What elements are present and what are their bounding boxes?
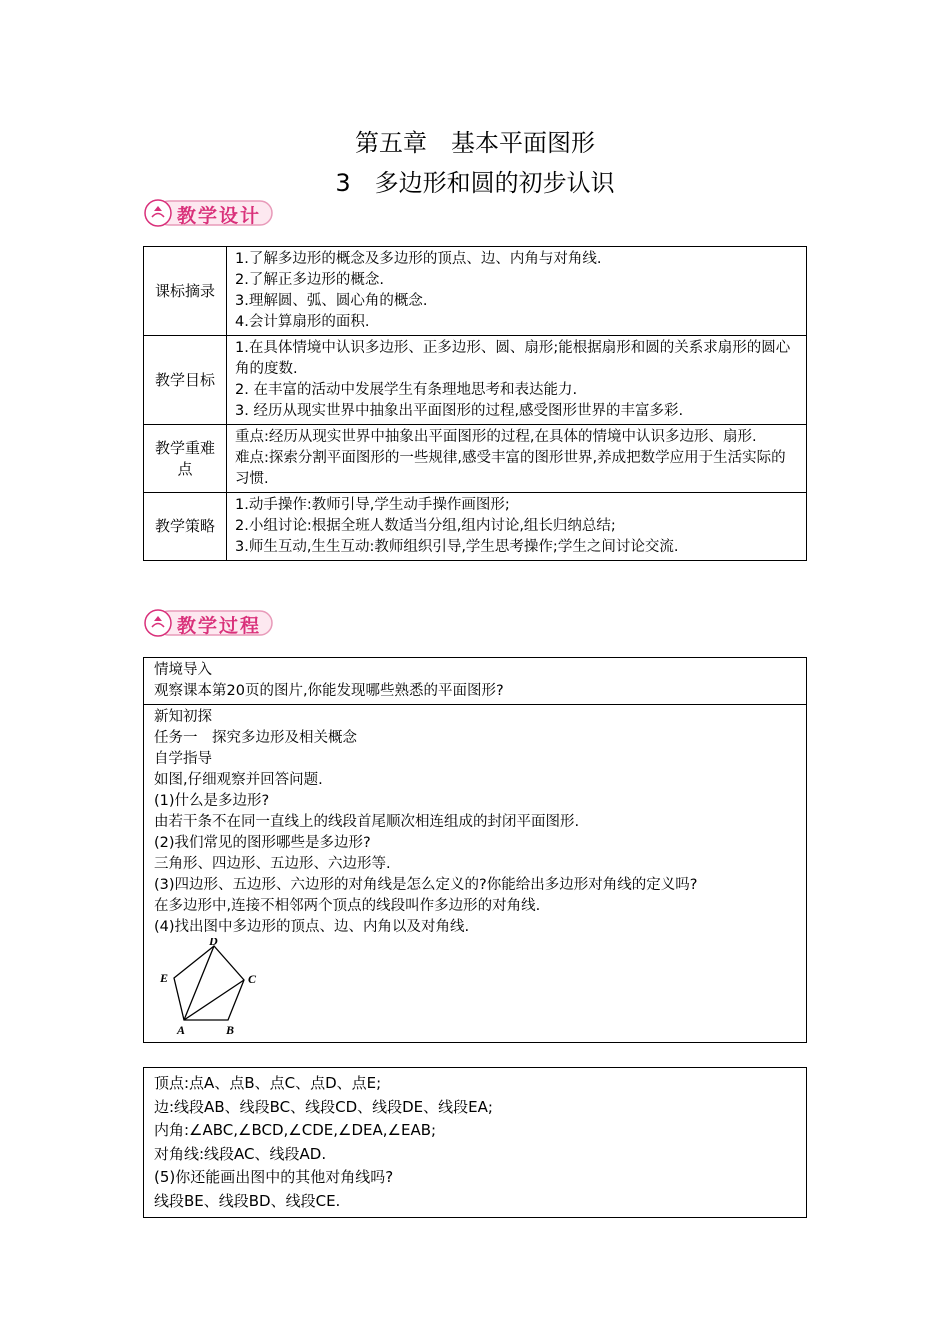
content-line: 1.动手操作:教师引导,学生动手操作画图形; [235, 497, 510, 513]
explore-line: 自学指导 [154, 751, 212, 767]
vertex-label-e: E [160, 971, 169, 985]
table-row [144, 493, 807, 561]
diagonal-ad [184, 946, 214, 1020]
explore-line: (2)我们常见的图形哪些是多边形? [154, 835, 371, 851]
row-label: 教学重难点 [144, 425, 227, 493]
content-line: 难点:探索分割平面图形的一些规律,感受丰富的图形世界,养成把数学应用于生活实际的习惯. [235, 450, 786, 487]
explore-line: 在多边形中,连接不相邻两个顶点的线段叫作多边形的对角线. [154, 898, 541, 914]
diagonal-ac [184, 980, 244, 1020]
process-box [143, 657, 807, 1043]
badge-process-label: 教学过程 [177, 615, 262, 637]
chapter-title: 第五章 基本平面图形 [355, 129, 595, 157]
answer-line: 边:线段AB、线段BC、线段CD、线段DE、线段EA; [154, 1097, 493, 1116]
answers-box [143, 1067, 807, 1218]
explore-line: (1)什么是多边形? [154, 793, 270, 809]
pentagon-figure [152, 938, 262, 1036]
explore-line: 如图,仔细观察并回答问题. [154, 772, 323, 788]
answer-line: (5)你还能画出图中的其他对角线吗? [154, 1168, 394, 1186]
explore-line: 新知初探 [154, 709, 212, 725]
content-line: 3. 经历从现实世界中抽象出平面图形的过程,感受图形世界的丰富多彩. [235, 403, 684, 419]
content-line: 3.师生互动,生生互动:教师组织引导,学生思考操作;学生之间讨论交流. [235, 539, 679, 555]
badge-teaching-process [143, 608, 275, 638]
content-line: 2.了解正多边形的概念. [235, 272, 384, 288]
intro-section [144, 658, 806, 704]
explore-line: 三角形、四边形、五边形、六边形等. [154, 856, 391, 872]
vertex-label-a: A [177, 1023, 186, 1036]
answer-line: 顶点:点A、点B、点C、点D、点E; [154, 1074, 382, 1092]
design-table [143, 246, 807, 561]
answer-line: 线段BE、线段BD、线段CE. [154, 1191, 341, 1210]
explore-section [144, 704, 806, 1038]
intro-text: 观察课本第20页的图片,你能发现哪些熟悉的平面图形? [154, 683, 504, 699]
row-label: 教学策略 [144, 493, 227, 561]
row-content [227, 247, 807, 336]
table-row [144, 247, 807, 336]
row-label: 教学目标 [144, 336, 227, 425]
content-line: 重点:经历从现实世界中抽象出平面图形的过程,在具体的情境中认识多边形、扇形. [235, 429, 757, 445]
badge-design-label: 教学设计 [177, 205, 262, 227]
content-line: 3.理解圆、弧、圆心角的概念. [235, 293, 428, 309]
answer-line: 对角线:线段AC、线段AD. [154, 1144, 327, 1163]
row-content [227, 493, 807, 561]
badge-teaching-design [143, 198, 275, 228]
content-line: 2. 在丰富的活动中发展学生有条理地思考和表达能力. [235, 382, 578, 398]
content-line: 1.在具体情境中认识多边形、正多边形、圆、扇形;能根据扇形和圆的关系求扇形的圆心角的度数. [235, 340, 791, 377]
lesson-title: 3 多边形和圆的初步认识 [335, 169, 615, 197]
row-content [227, 336, 807, 425]
row-label: 课标摘录 [144, 247, 227, 336]
table-row [144, 336, 807, 425]
answer-line: 内角:∠ABC,∠BCD,∠CDE,∠DEA,∠EAB; [154, 1121, 437, 1139]
explore-line: (3)四边形、五边形、六边形的对角线是怎么定义的?你能给出多边形对角线的定义吗? [154, 877, 698, 893]
vertex-label-c: C [248, 972, 257, 986]
explore-line: (4)找出图中多边形的顶点、边、内角以及对角线. [154, 919, 470, 935]
intro-title: 情境导入 [154, 662, 212, 678]
content-line: 4.会计算扇形的面积. [235, 314, 370, 330]
vertex-label-d: D [209, 938, 218, 948]
content-line: 1.了解多边形的概念及多边形的顶点、边、内角与对角线. [235, 251, 602, 267]
vertex-label-b: B [226, 1023, 235, 1036]
explore-line: 任务一 探究多边形及相关概念 [154, 730, 357, 746]
content-line: 2.小组讨论:根据全班人数适当分组,组内讨论,组长归纳总结; [235, 518, 616, 534]
explore-line: 由若干条不在同一直线上的线段首尾顺次相连组成的封闭平面图形. [154, 814, 580, 830]
row-content [227, 425, 807, 493]
table-row [144, 425, 807, 493]
